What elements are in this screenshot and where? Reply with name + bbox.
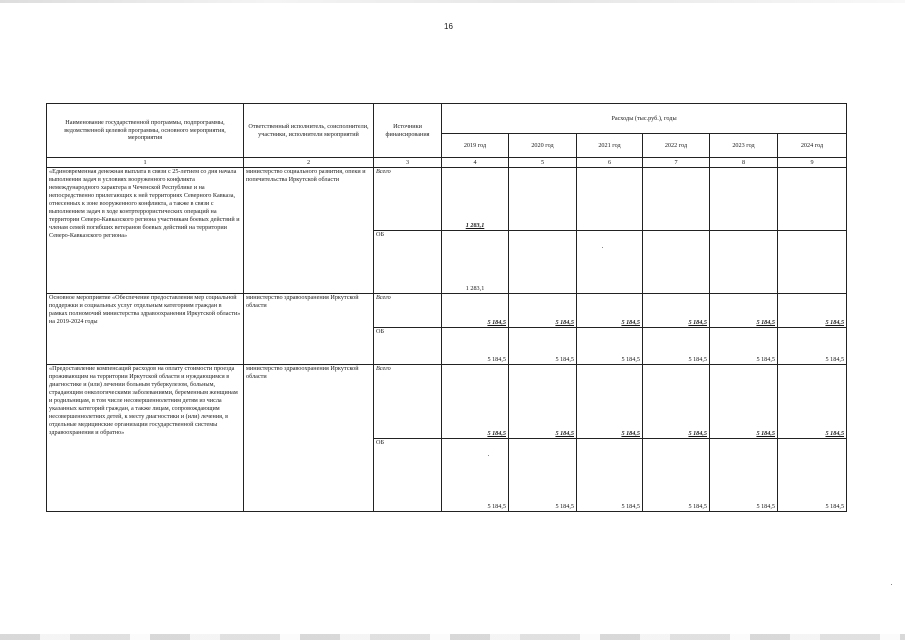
program-name: «Единовременная денежная выплата в связи с 25-летием со дня начала выполнения задач в условиях вооруженного конфликта немеждународного характера в Чеченской Республике и на непосредственно прилегающих к ней территориях Северного Кавказа, отнесенных к зоне вооруженного конфликта, а также в связи с выполнением задач в ходе контртеррористических операций на территории Северо-Кавказского региона участникам боевых действий и членам семей погибших ветеранов боевых действий на территории Северо-Кавказского региона» [47,168,244,294]
column-number: 6 [577,158,643,168]
header-source: Источники финансирования [374,104,442,158]
source-total-label: Всего [374,365,442,439]
value-cell: 5 184,5 [778,294,847,328]
value-cell [643,168,710,231]
header-year: 2022 год [643,134,710,158]
table-row [47,168,847,231]
header-expenses: Расходы (тыс.руб.), годы [442,104,847,134]
column-number: 3 [374,158,442,168]
value-cell: 5 184,5 [442,365,509,439]
column-number: 1 [47,158,244,168]
value-cell [710,231,778,294]
source-ob-label: ОБ [374,328,442,365]
value-cell: 5 184,5 [577,439,643,512]
value-cell: 5 184,5 [778,365,847,439]
source-ob-label: ОБ [374,231,442,294]
value-cell: 5 184,5 [509,439,577,512]
scan-speck [488,455,489,456]
scan-edge-bottom [0,634,905,640]
column-number: 9 [778,158,847,168]
value-cell: 5 184,5 [710,365,778,439]
program-name: Основное мероприятие «Обеспечение предоставления мер социальной поддержки и социальных услуг отдельным категориям граждан в рамках полномочий министерства здравоохранения Иркутской области» на 2019-2024 годы [47,294,244,365]
source-total-label: Всего [374,294,442,328]
value-cell: 1 283,1 [442,168,509,231]
value-cell: 5 184,5 [509,365,577,439]
value-cell [509,231,577,294]
value-cell [778,231,847,294]
executor-name: министерство здравоохранения Иркутской области [244,294,374,365]
table-row [47,294,847,328]
page-number: 16 [444,22,453,31]
value-cell: 5 184,5 [442,328,509,365]
source-ob-label: ОБ [374,439,442,512]
value-cell [509,168,577,231]
executor-name: министерство здравоохранения Иркутской области [244,365,374,512]
value-cell [577,231,643,294]
value-cell: 1 283,1 [442,231,509,294]
value-cell [710,168,778,231]
value-cell: 5 184,5 [643,294,710,328]
scan-speck [602,247,603,248]
value-cell: 5 184,5 [710,328,778,365]
value-cell [778,168,847,231]
value-cell: 5 184,5 [577,328,643,365]
header-year: 2021 год [577,134,643,158]
column-number: 4 [442,158,509,168]
column-number: 2 [244,158,374,168]
header-year: 2024 год [778,134,847,158]
column-number: 5 [509,158,577,168]
executor-name: министерство социального развития, опеки и попечительства Иркутской области [244,168,374,294]
value-cell: 5 184,5 [577,294,643,328]
header-name: Наименование государственной программы, подпрограммы, ведомственной целевой программы, основного мероприятия, мероприятия [47,104,244,158]
column-numbers-row [47,158,847,168]
column-number: 8 [710,158,778,168]
budget-table [46,103,847,512]
scan-speck [891,584,892,585]
value-cell: 5 184,5 [710,294,778,328]
value-cell: 5 184,5 [643,328,710,365]
value-cell: 5 184,5 [710,439,778,512]
source-total-label: Всего [374,168,442,231]
column-number: 7 [643,158,710,168]
value-cell: 5 184,5 [778,439,847,512]
program-name: «Предоставление компенсаций расходов на оплату стоимости проезда проживающим на территории Иркутской области и нуждающимся в диагностике и (или) лечении больным туберкулезом, больным, страдающим онкологическими заболеваниями, беременным женщинам и родильницам, в том числе несовершеннолетним детям из числа указанных категорий граждан, а также лицам, сопровождающим несовершеннолетних детей, к месту диагностики и (или) лечения, в отдельные медицинские организации государственной системы здравоохранения и обратно» [47,365,244,512]
table-row [47,365,847,439]
value-cell: 5 184,5 [643,439,710,512]
value-cell [577,168,643,231]
value-cell [643,231,710,294]
value-cell: 5 184,5 [509,294,577,328]
header-year: 2019 год [442,134,509,158]
value-cell: 5 184,5 [509,328,577,365]
value-cell: 5 184,5 [577,365,643,439]
value-cell: 5 184,5 [643,365,710,439]
header-year: 2023 год [710,134,778,158]
header-year: 2020 год [509,134,577,158]
value-cell: 5 184,5 [442,294,509,328]
header-executor: Ответственный исполнитель, соисполнители, участники, исполнители мероприятий [244,104,374,158]
value-cell: 5 184,5 [442,439,509,512]
value-cell: 5 184,5 [778,328,847,365]
scan-edge-top [0,0,905,3]
